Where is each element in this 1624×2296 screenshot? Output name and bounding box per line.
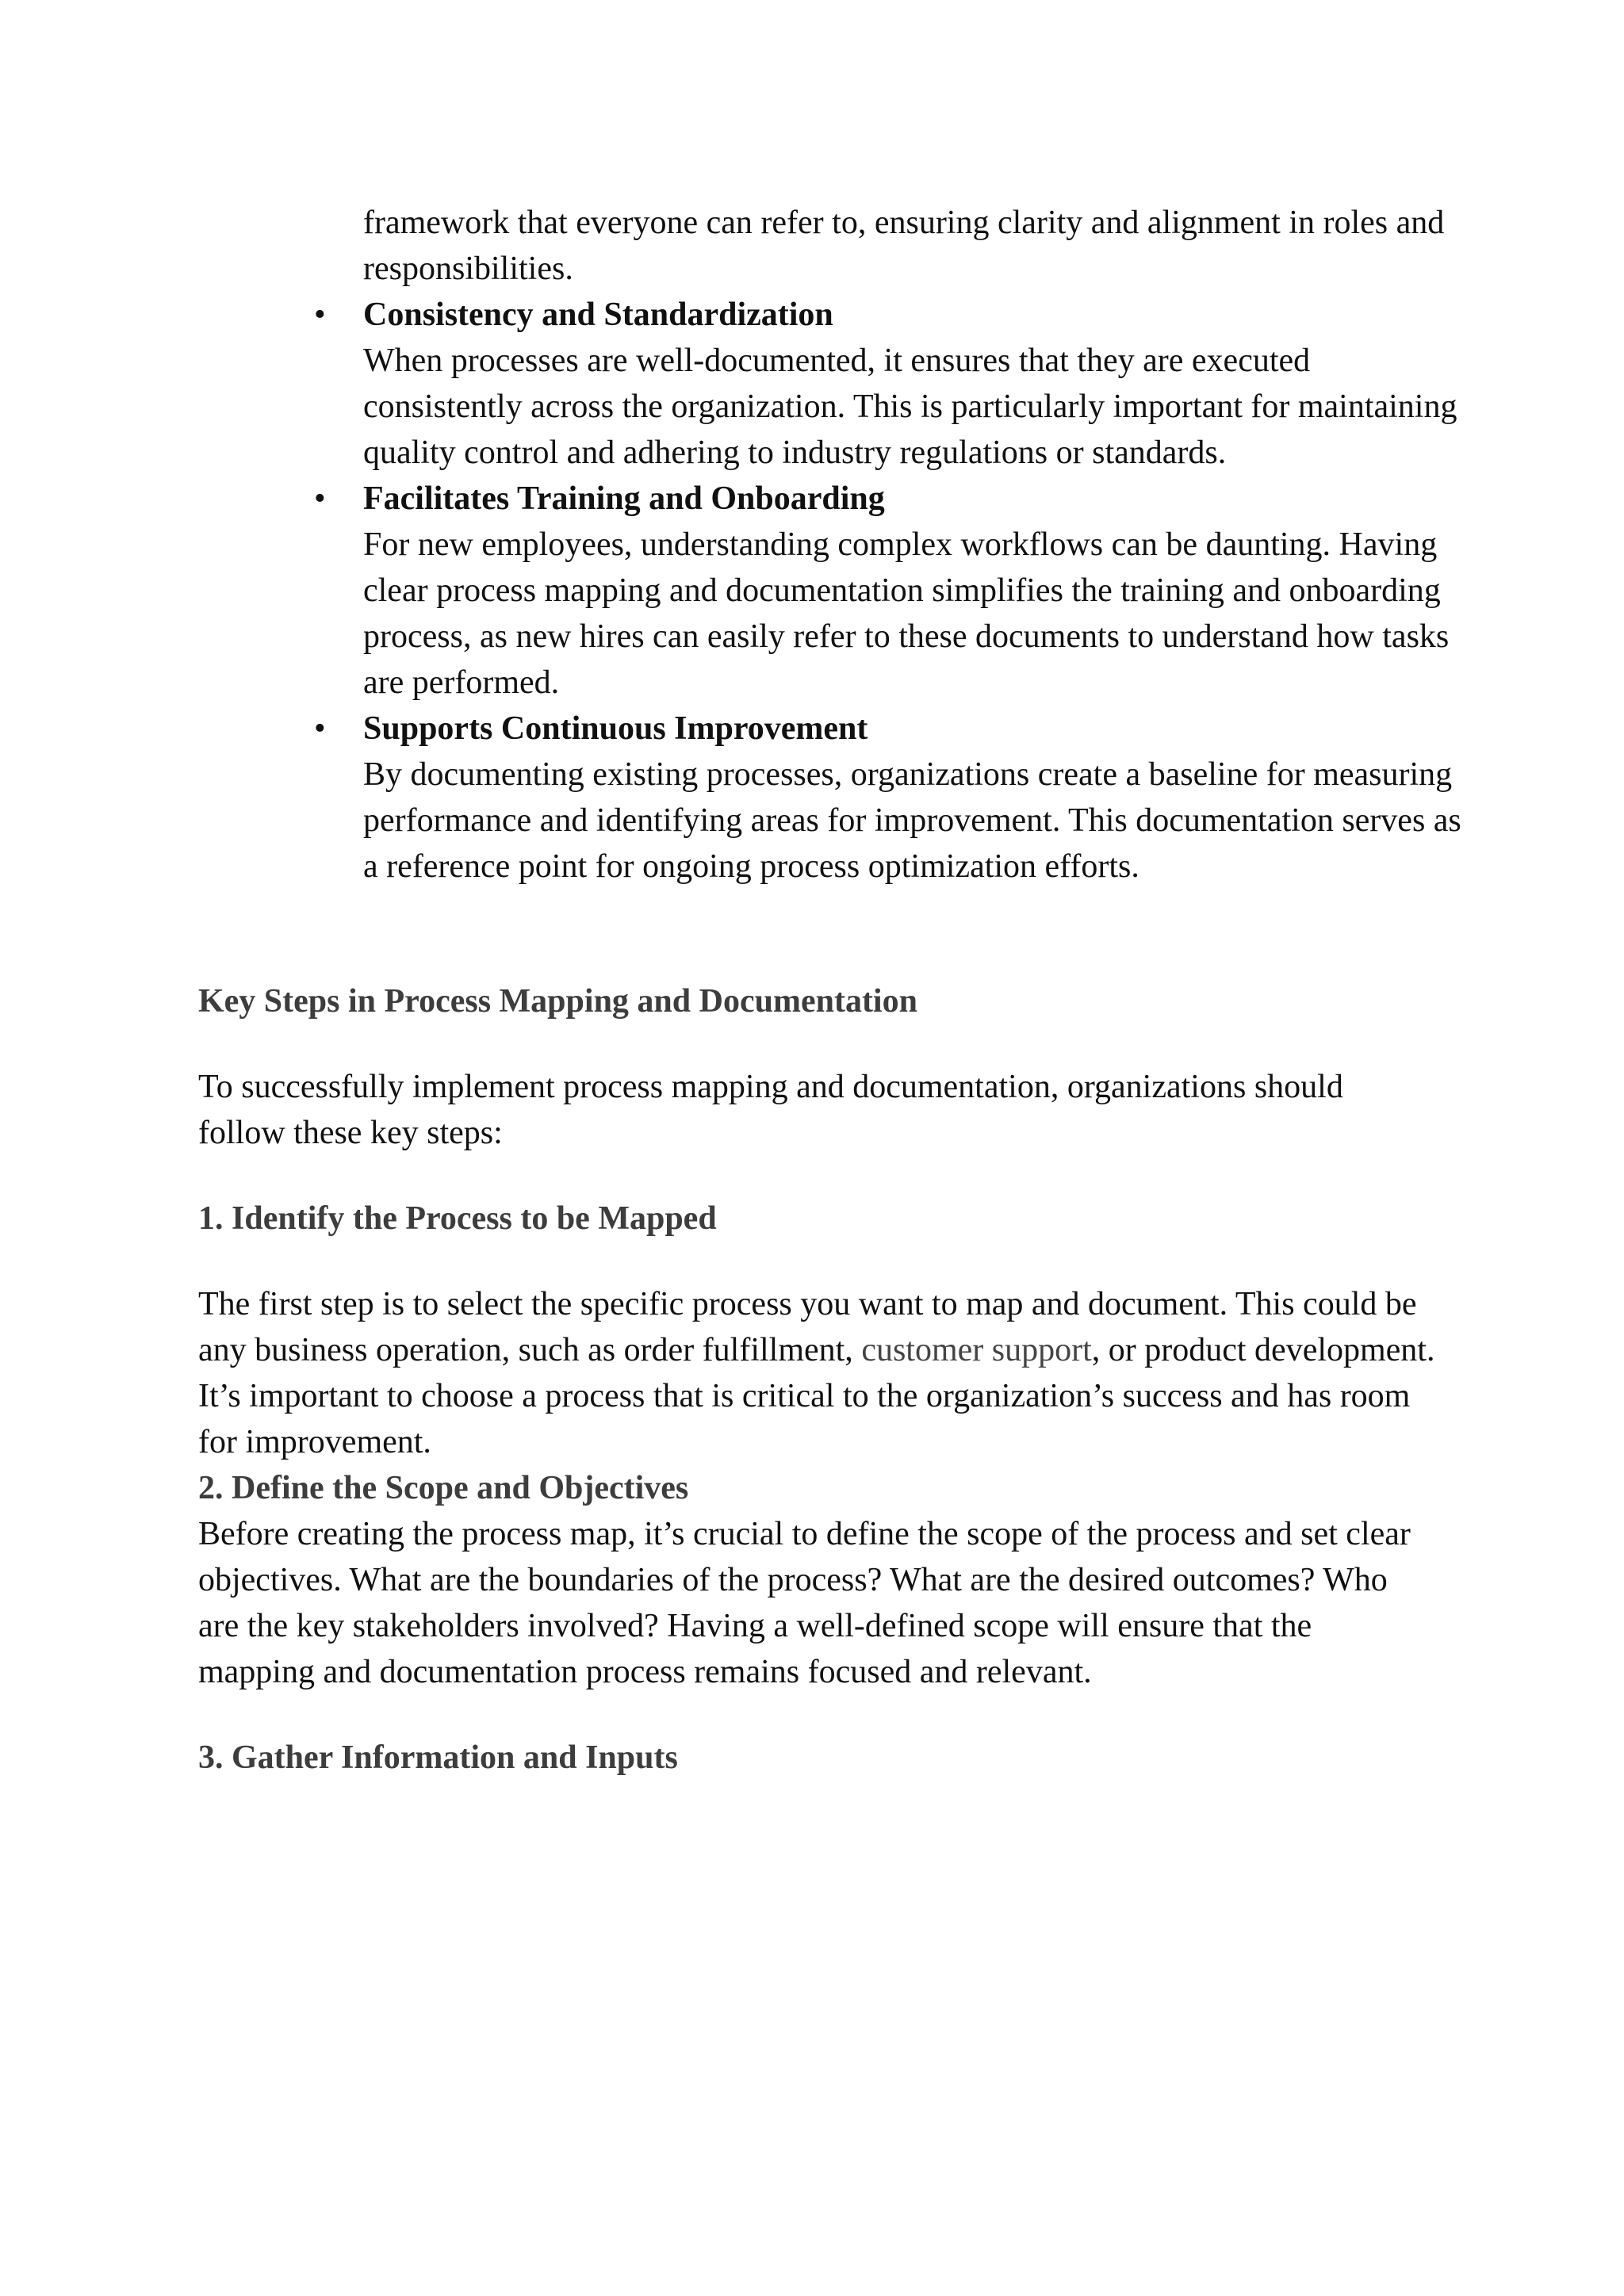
step-heading-3: 3. Gather Information and Inputs	[198, 1739, 678, 1776]
list-item	[314, 706, 1473, 890]
step-text-1-before: The first step is to select the specific process you want to map and document. This could be any business operation, such as order fulfillment,	[198, 1286, 1417, 1368]
bullet-text: When processes are well-documented, it ensures that they are executed consistently across the organization. This is particularly important for maintaining quality control and adhering to industry regulations or standards.	[363, 342, 1457, 471]
step-text-1-after: , or product development. It’s important to choose a process that is critical to the organization’s success and has room for improvement.	[198, 1332, 1435, 1460]
list-item	[314, 476, 1473, 706]
step-text-2: Before creating the process map, it’s crucial to define the scope of the process and set clear objectives. What are the boundaries of the process? What are the desired outcomes? Who are the key stakeholders involved? Having a well-defined scope will ensure that the mapping and documentation process remains focused and relevant.	[198, 1516, 1411, 1690]
section-heading: Key Steps in Process Mapping and Documentation	[198, 983, 917, 1020]
section-intro: To successfully implement process mapping and documentation, organizations should follow these key steps:	[198, 1069, 1343, 1151]
step-text-1	[198, 1281, 1435, 1465]
bullet-title: Consistency and Standardization	[363, 297, 833, 333]
benefits-list	[314, 200, 1473, 890]
intro-continuation-text: framework that everyone can refer to, ensuring clarity and alignment in roles and responsibilities.	[363, 205, 1445, 287]
bullet-text: For new employees, understanding complex workflows can be daunting. Having clear process mapping and documentation simplifies the training and onboarding process, as new hires can easily refer to these documents to understand how tasks are performed.	[363, 526, 1450, 701]
list-item	[314, 292, 1473, 476]
bullet-icon: •	[314, 297, 326, 333]
step-heading-1: 1. Identify the Process to be Mapped	[198, 1200, 717, 1237]
bullet-text: By documenting existing processes, organizations create a baseline for measuring performance and identifying areas for improvement. This documentation serves as a reference point for ongoing process optimization efforts.	[363, 756, 1461, 885]
bullet-title: Supports Continuous Improvement	[363, 710, 868, 747]
main-content	[198, 978, 1435, 1781]
bullet-title: Facilitates Training and Onboarding	[363, 480, 885, 517]
step-heading-2: 2. Define the Scope and Objectives	[198, 1470, 689, 1506]
bullet-icon: •	[314, 480, 326, 517]
bullet-icon: •	[314, 710, 326, 747]
list-item-continuation	[363, 200, 1473, 292]
customer-support-link[interactable]: customer support	[861, 1332, 1092, 1368]
